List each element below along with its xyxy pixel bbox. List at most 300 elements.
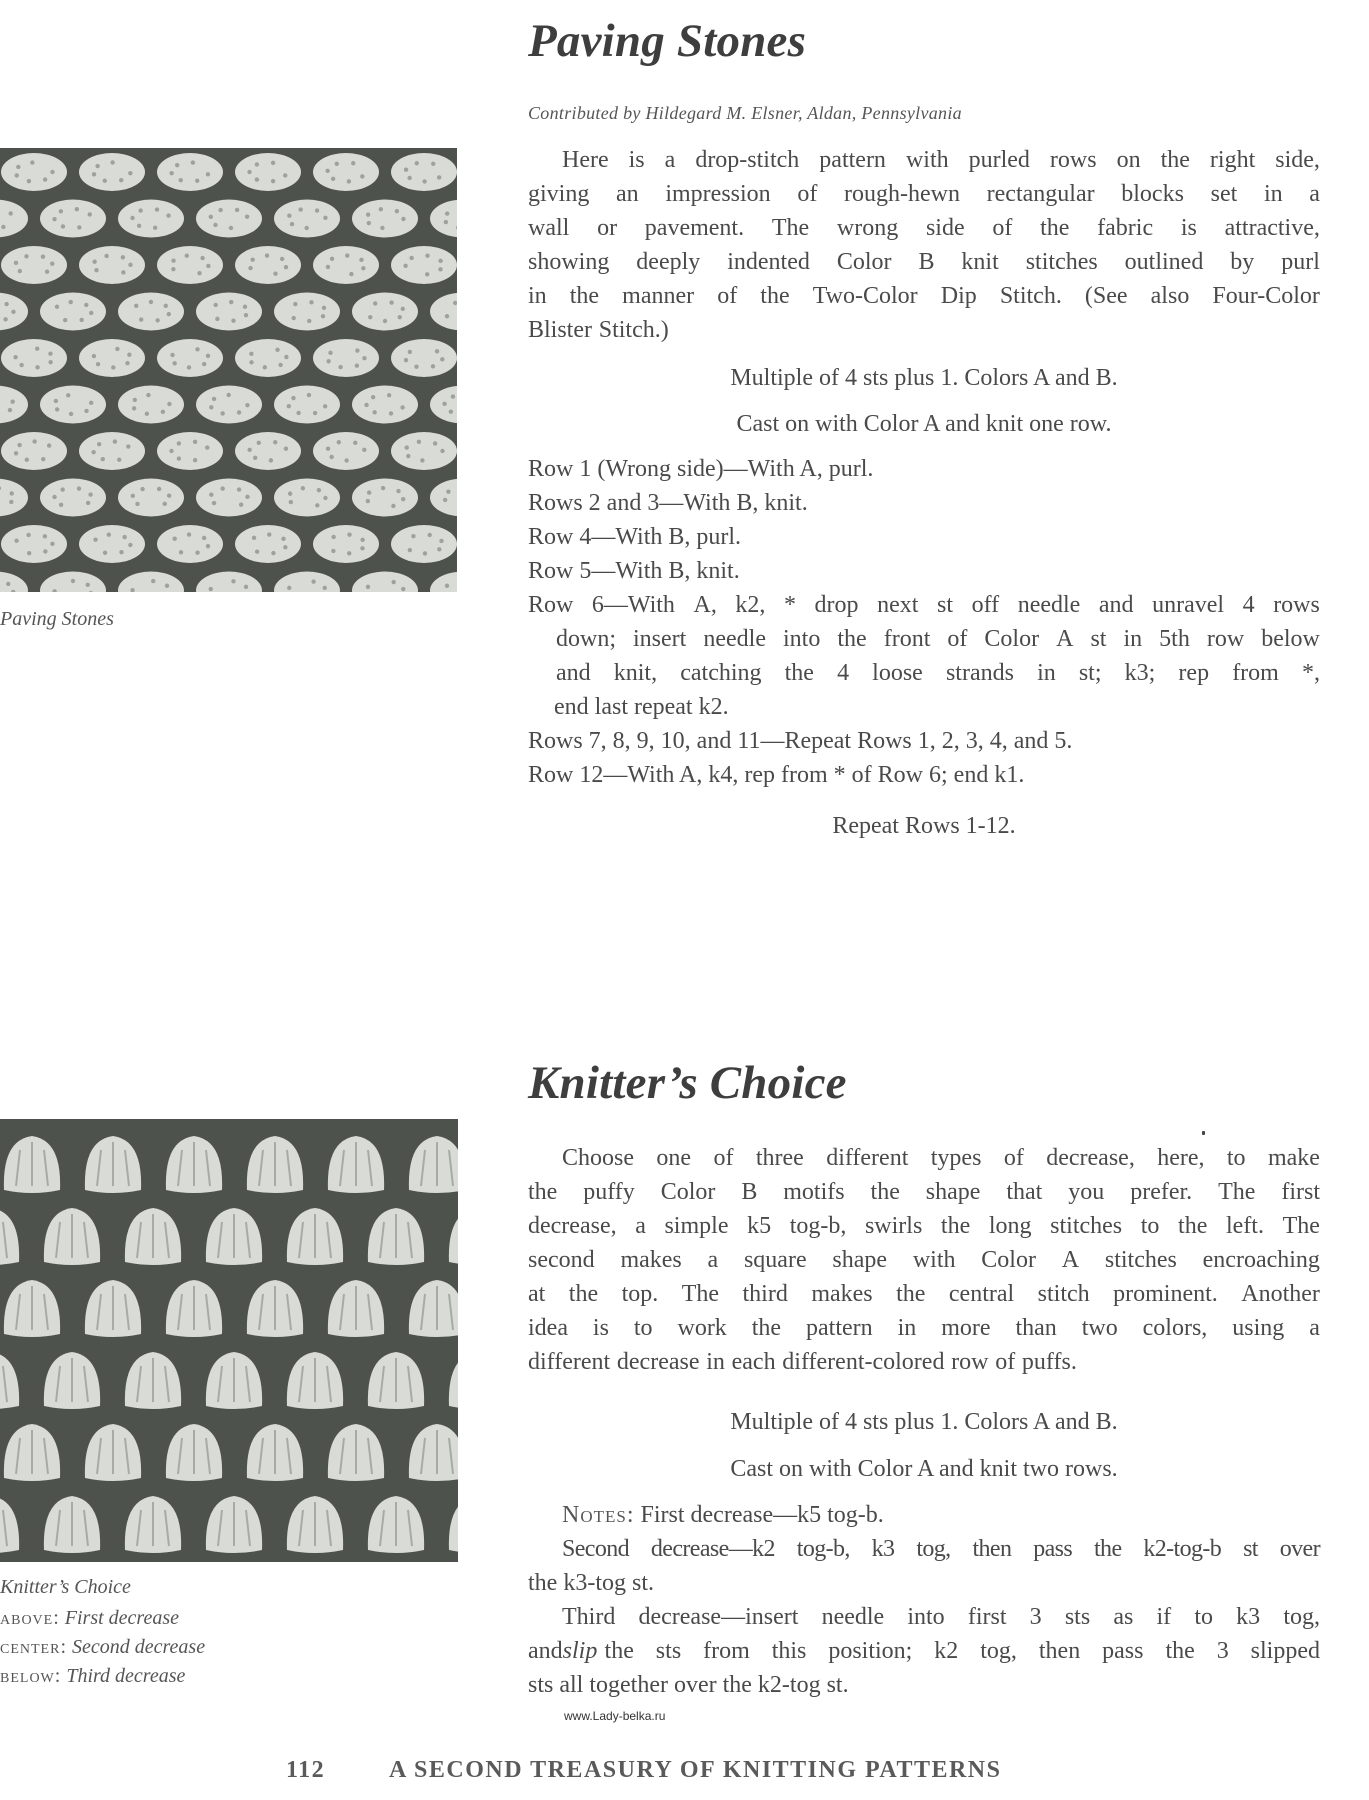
word: The — [1218, 1179, 1256, 1205]
word: knit, — [613, 660, 658, 686]
word: A, — [693, 592, 717, 618]
notes-first-decrease — [528, 1498, 1320, 1532]
yarn-motif — [1, 432, 67, 470]
word: Two-Color — [812, 283, 918, 309]
yarn-motif — [1, 339, 67, 377]
word: tog, — [916, 1536, 951, 1562]
word: st; — [1078, 660, 1102, 686]
yarn-motif — [79, 432, 145, 470]
multiple-note: Multiple of 4 sts plus 1. Colors A and B. — [730, 365, 1118, 391]
word: strands — [945, 660, 1014, 686]
word: by — [1230, 249, 1255, 275]
legend-label: above: — [0, 1607, 60, 1629]
word: outlined — [1124, 249, 1204, 275]
word: top. — [621, 1281, 659, 1307]
photo-knitters-choice — [0, 1119, 458, 1562]
word: rectangular — [986, 181, 1095, 207]
yarn-motif — [352, 200, 418, 238]
word: pattern — [819, 147, 886, 173]
word: row — [951, 1349, 989, 1375]
word: decrease, — [1046, 1145, 1135, 1171]
word: you — [1068, 1179, 1105, 1205]
intro-line — [528, 279, 1320, 313]
word: using — [1232, 1315, 1285, 1341]
instruction-row: Row 1 (Wrong side)—With A, purl. — [528, 456, 874, 482]
word: Four-Color — [1212, 283, 1320, 309]
yarn-motif — [79, 525, 145, 563]
word: different — [528, 1349, 611, 1375]
yarn-motif — [274, 386, 340, 424]
second-decrease-line: the k3-tog st. — [528, 1570, 654, 1596]
yarn-motif — [235, 339, 301, 377]
instruction-row-continued — [528, 622, 1320, 656]
word: A — [1056, 626, 1074, 652]
word: in — [706, 1349, 725, 1375]
yarn-motif — [274, 479, 340, 517]
word: as — [1113, 1604, 1134, 1630]
word: different — [826, 1145, 909, 1171]
word: a — [1309, 1315, 1320, 1341]
cast-on-note: Cast on with Color A and knit one row. — [736, 411, 1112, 437]
word: stitches — [1050, 1213, 1123, 1239]
intro-line — [528, 1175, 1320, 1209]
word: the — [837, 626, 867, 652]
word: * — [783, 592, 796, 618]
word: showing — [528, 249, 610, 275]
word: rough-hewn — [844, 181, 960, 207]
instruction-row: Row 4—With B, purl. — [528, 524, 742, 550]
word: decrease — [616, 1349, 700, 1375]
yarn-motif — [118, 200, 184, 238]
yarn-motif — [118, 293, 184, 331]
legend-text: Third decrease — [66, 1665, 186, 1687]
yarn-motif — [235, 246, 301, 284]
yarn-motif — [79, 246, 145, 284]
notes-label: Notes: — [562, 1502, 635, 1528]
word: st — [936, 592, 953, 618]
word: in — [1263, 181, 1283, 207]
third-pre: and — [528, 1638, 563, 1664]
repeat-note: Repeat Rows 1-12. — [832, 813, 1016, 839]
word: the — [1178, 1213, 1208, 1239]
word: in — [1037, 660, 1056, 686]
word: indented — [727, 249, 810, 275]
word: manner — [622, 283, 695, 309]
yarn-motif — [391, 432, 457, 470]
word: than — [1015, 1315, 1057, 1341]
yarn-motif — [1, 153, 67, 191]
instruction-row: Rows 7, 8, 9, 10, and 11—Repeat Rows 1, 2, 3, 4, and 5. — [528, 728, 1073, 754]
yarn-motif — [391, 246, 457, 284]
intro-line — [528, 211, 1320, 245]
multiple-note: Multiple of 4 sts plus 1. Colors A and B. — [730, 1409, 1118, 1435]
word: types — [930, 1145, 982, 1171]
word: st — [1243, 1536, 1258, 1562]
instruction-row: Rows 2 and 3—With B, knit. — [528, 490, 808, 516]
word: each — [731, 1349, 776, 1375]
word: side, — [1275, 147, 1320, 173]
word: makes — [811, 1281, 873, 1307]
legend-label: center: — [0, 1636, 67, 1658]
watermark-url: www.Lady-belka.ru — [564, 1709, 666, 1723]
word: st — [1090, 626, 1107, 652]
intro-line — [528, 177, 1320, 211]
word: wall — [528, 215, 570, 241]
word: The — [1282, 1213, 1320, 1239]
paving-stones-swatch — [0, 148, 457, 592]
intro-line — [528, 143, 1320, 177]
word: motifs — [783, 1179, 845, 1205]
yarn-motif — [118, 572, 184, 593]
yarn-motif — [0, 200, 28, 238]
word: impression — [665, 181, 771, 207]
word: decrease, — [528, 1213, 617, 1239]
word: prefer. — [1130, 1179, 1193, 1205]
word: Here — [562, 147, 609, 173]
yarn-motif — [1, 246, 67, 284]
word: is — [628, 147, 645, 173]
word: here, — [1157, 1145, 1205, 1171]
word: B — [741, 1179, 758, 1205]
word: k3 — [1236, 1604, 1261, 1630]
word: right — [1209, 147, 1256, 173]
word: tog-b, — [796, 1536, 850, 1562]
intro-line — [528, 1141, 1320, 1175]
word: to — [1140, 1213, 1160, 1239]
yarn-motif — [352, 572, 418, 593]
word: catching — [680, 660, 762, 686]
intro-line — [528, 1311, 1320, 1345]
word: tog, — [1283, 1604, 1320, 1630]
word: the — [940, 1213, 971, 1239]
yarn-motif — [235, 153, 301, 191]
word: first — [1281, 1179, 1320, 1205]
word: into — [783, 626, 821, 652]
word: stitches — [1025, 249, 1098, 275]
yarn-motif — [118, 479, 184, 517]
word: needle — [1017, 592, 1081, 618]
word: k5 — [747, 1213, 772, 1239]
word: Second — [562, 1536, 630, 1562]
word: the — [568, 1281, 599, 1307]
yarn-motif — [352, 479, 418, 517]
paving-intro — [528, 143, 1320, 347]
yarn-motif — [1, 525, 67, 563]
word: down; — [556, 626, 616, 652]
word: shape — [925, 1179, 981, 1205]
legend-label: below: — [0, 1665, 62, 1687]
yarn-motif — [196, 200, 262, 238]
word: The — [681, 1281, 720, 1307]
word: side — [925, 215, 965, 241]
yarn-motif — [157, 153, 223, 191]
third-decrease-line — [528, 1600, 1320, 1634]
word: shape — [832, 1247, 888, 1273]
word: rows — [1049, 147, 1097, 173]
puff-motif — [0, 1352, 19, 1409]
yarn-motif — [196, 572, 262, 593]
yarn-motif — [391, 525, 457, 563]
word: in — [528, 283, 547, 309]
instruction-row: Row 12—With A, k4, rep from * of Row 6; end k1. — [528, 762, 1025, 788]
word: Row — [528, 592, 574, 618]
word: then — [972, 1536, 1012, 1562]
word: Color — [984, 626, 1040, 652]
yarn-motif — [79, 153, 145, 191]
yarn-motif — [274, 572, 340, 593]
word: of — [995, 1349, 1016, 1375]
word: k2, — [735, 592, 766, 618]
word: 4 — [837, 660, 850, 686]
word: pattern — [806, 1315, 873, 1341]
word: *, — [1301, 660, 1320, 686]
photo-caption-knitters-choice: Knitter’s Choice — [0, 1576, 131, 1598]
word: of — [717, 283, 738, 309]
intro-line — [528, 1277, 1320, 1311]
word: from — [1232, 660, 1279, 686]
word: stitch — [1037, 1281, 1090, 1307]
word: on — [1116, 147, 1141, 173]
word: the — [784, 660, 814, 686]
yarn-motif — [313, 339, 379, 377]
word: rep — [1178, 660, 1210, 686]
puff-motif — [449, 1496, 458, 1553]
word: the — [870, 1179, 900, 1205]
word: set — [1210, 181, 1238, 207]
word: front — [883, 626, 931, 652]
word: also — [1150, 283, 1190, 309]
yarn-motif — [274, 200, 340, 238]
word: the — [569, 283, 600, 309]
word: and — [556, 660, 591, 686]
yarn-motif — [40, 386, 106, 424]
word: Color — [981, 1247, 1036, 1273]
word: (See — [1084, 283, 1128, 309]
word: row — [1206, 626, 1245, 652]
word: unravel — [1152, 592, 1225, 618]
word: an — [616, 181, 639, 207]
yarn-motif — [157, 525, 223, 563]
third-decrease-line — [528, 1634, 1320, 1668]
knitters-choice-swatch — [0, 1119, 458, 1562]
word: loose — [872, 660, 923, 686]
word: Choose — [562, 1145, 634, 1171]
word: drop — [814, 592, 859, 618]
word: k2-tog-b — [1143, 1536, 1222, 1562]
yarn-motif — [313, 432, 379, 470]
intro-line — [528, 1243, 1320, 1277]
intro-line — [528, 245, 1320, 279]
word: the — [1160, 147, 1190, 173]
intro-line — [528, 1345, 1320, 1379]
word: at — [528, 1281, 546, 1307]
word: central — [948, 1281, 1015, 1307]
word: puffy — [583, 1179, 635, 1205]
word: knit — [961, 249, 999, 275]
word: off — [971, 592, 1000, 618]
word: work — [677, 1315, 727, 1341]
word: three — [755, 1145, 804, 1171]
word: giving — [528, 181, 590, 207]
word: the — [528, 1179, 558, 1205]
word: the — [896, 1281, 926, 1307]
word: the — [751, 1315, 782, 1341]
yarn-motif — [196, 293, 262, 331]
section-title-paving-stones: Paving Stones — [528, 15, 807, 67]
word: Stitch. — [999, 283, 1062, 309]
yarn-motif — [196, 386, 262, 424]
instruction-row — [528, 588, 1320, 622]
puff-motif — [449, 1352, 458, 1409]
yarn-motif — [40, 572, 106, 593]
word: k3 — [871, 1536, 895, 1562]
yarn-motif — [40, 479, 106, 517]
instruction-row-continued — [528, 656, 1320, 690]
word: deeply — [636, 249, 701, 275]
word: is — [1180, 215, 1197, 241]
knitters-notes — [528, 1498, 1320, 1702]
word: different-colored — [782, 1349, 945, 1375]
yarn-motif — [196, 479, 262, 517]
word: decrease—k2 — [650, 1536, 775, 1562]
word: square — [743, 1247, 807, 1273]
word: the — [760, 283, 790, 309]
word: with — [905, 147, 949, 173]
word: pavement. — [644, 215, 745, 241]
third-decrease-line: sts all together over the k2-tog st. — [528, 1672, 849, 1698]
word: the — [1040, 215, 1070, 241]
word: a — [1309, 181, 1320, 207]
word: a — [707, 1247, 719, 1273]
knitters-intro — [528, 1141, 1320, 1379]
word: Another — [1241, 1281, 1320, 1307]
puff-motif — [449, 1208, 458, 1265]
yarn-motif — [391, 153, 457, 191]
legend-text: First decrease — [64, 1607, 180, 1629]
word: of — [713, 1145, 734, 1171]
word: swirls — [864, 1213, 923, 1239]
yarn-motif — [40, 293, 106, 331]
word: to — [633, 1315, 653, 1341]
word: of — [992, 215, 1013, 241]
word: 4 — [1242, 592, 1255, 618]
third-emphasis: slip — [562, 1638, 598, 1664]
word: attractive, — [1224, 215, 1320, 241]
legend-below — [0, 1665, 185, 1688]
word: of — [797, 181, 818, 207]
word: encroaching — [1202, 1247, 1320, 1273]
word: decrease—insert — [638, 1604, 799, 1630]
photo-paving-stones — [0, 148, 457, 592]
word: B — [918, 249, 935, 275]
word: left. — [1225, 1213, 1264, 1239]
yarn-motif — [40, 200, 106, 238]
yarn-motif — [79, 339, 145, 377]
yarn-motif — [235, 432, 301, 470]
yarn-motif — [352, 293, 418, 331]
word: 6—With — [591, 592, 675, 618]
puff-motif — [0, 1496, 19, 1553]
word: sts — [1064, 1604, 1091, 1630]
yarn-motif — [118, 386, 184, 424]
word: that — [1006, 1179, 1043, 1205]
word: rows — [1273, 592, 1320, 618]
word: one — [656, 1145, 692, 1171]
word: Blister — [528, 317, 592, 343]
word: and — [1098, 592, 1134, 618]
word: purl — [1281, 249, 1320, 275]
word: next — [877, 592, 919, 618]
word: drop-stitch — [695, 147, 800, 173]
section-title-knitters-choice: Knitter’s Choice — [528, 1057, 847, 1109]
word: with — [912, 1247, 956, 1273]
ink-speck — [1202, 1131, 1205, 1135]
word: k3; — [1124, 660, 1156, 686]
word: idea — [528, 1315, 568, 1341]
yarn-motif — [430, 293, 457, 331]
word: needle — [703, 626, 766, 652]
yarn-motif — [430, 572, 457, 593]
word: 3 — [1029, 1604, 1042, 1630]
word: wrong — [836, 215, 899, 241]
yarn-motif — [0, 386, 28, 424]
cast-on-note: Cast on with Color A and knit two rows. — [730, 1456, 1118, 1482]
yarn-motif — [157, 246, 223, 284]
word: needle — [821, 1604, 885, 1630]
word: long — [988, 1213, 1032, 1239]
word: if — [1156, 1604, 1172, 1630]
word: into — [907, 1604, 945, 1630]
yarn-motif — [0, 479, 28, 517]
puff-motif — [0, 1208, 19, 1265]
yarn-motif — [430, 386, 457, 424]
intro-line — [528, 1209, 1320, 1243]
word: in — [1123, 626, 1143, 652]
word: of — [947, 626, 968, 652]
word: third — [742, 1281, 788, 1307]
word: to — [1226, 1145, 1246, 1171]
word: second — [528, 1247, 595, 1273]
word: insert — [633, 626, 687, 652]
intro-line — [528, 313, 1320, 347]
legend-above — [0, 1607, 179, 1630]
notes-first-text: First decrease—k5 tog-b. — [640, 1502, 884, 1528]
word: pass — [1033, 1536, 1073, 1562]
second-decrease-line — [528, 1532, 1320, 1566]
word: more — [941, 1315, 991, 1341]
word: to — [1194, 1604, 1213, 1630]
yarn-motif — [274, 293, 340, 331]
word: stitches — [1104, 1247, 1177, 1273]
word: Third — [562, 1604, 616, 1630]
word: Stitch.) — [598, 317, 669, 343]
page-number: 112 — [286, 1757, 326, 1783]
yarn-motif — [235, 525, 301, 563]
word: tog-b, — [789, 1213, 847, 1239]
photo-caption-paving-stones: Paving Stones — [0, 608, 114, 630]
word: colors, — [1142, 1315, 1208, 1341]
word: Color — [660, 1179, 716, 1205]
word: below — [1261, 626, 1320, 652]
instruction-row-continued: end last repeat k2. — [554, 694, 729, 720]
yarn-motif — [430, 479, 457, 517]
word: over — [1279, 1536, 1320, 1562]
word: in — [897, 1315, 917, 1341]
paving-instructions — [528, 452, 1320, 792]
yarn-motif — [0, 293, 28, 331]
word: or — [597, 215, 618, 241]
word: blocks — [1121, 181, 1184, 207]
